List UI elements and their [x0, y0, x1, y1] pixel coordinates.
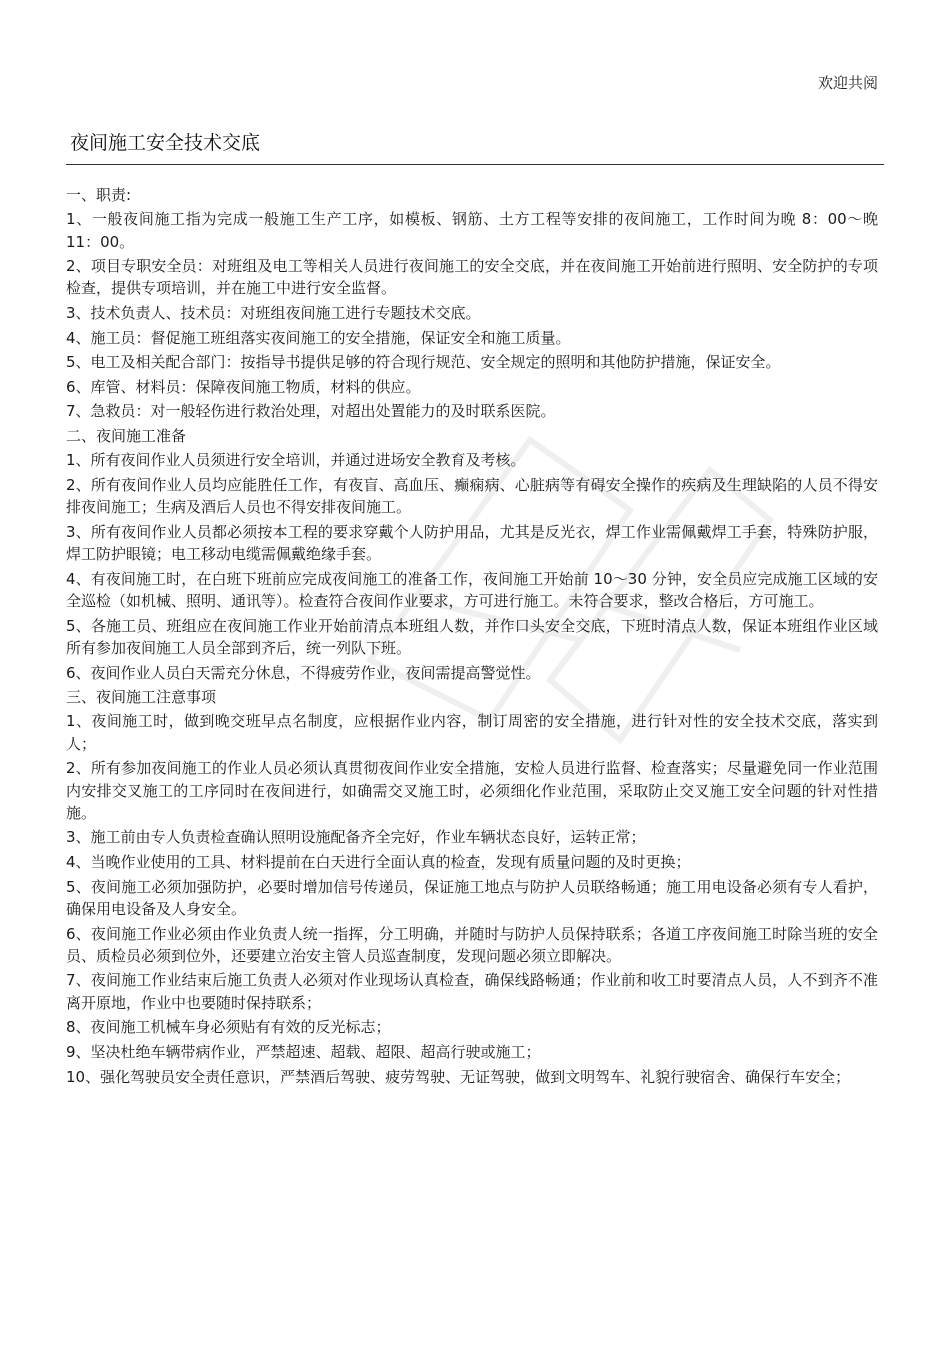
list-item: 3、施工前由专人负责检查确认照明设施配备齐全完好，作业车辆状态良好，运转正常； — [66, 828, 646, 847]
list-item: 5、夜间施工必须加强防护，必要时增加信号传递员，保证施工地点与防护人员联络畅通；施工用电设备必须有专人看护，确保用电设备及人身安全。 — [66, 877, 878, 918]
list-item: 2、项目专职安全员：对班组及电工等相关人员进行夜间施工的安全交底，并在夜间施工开始前进行照明、安全防护的专项检查，提供专项培训，并在施工中进行安全监督。 — [66, 257, 878, 298]
list-item: 7、急救员：对一般轻伤进行救治处理，对超出处置能力的及时联系医院。 — [66, 402, 556, 421]
title-divider — [66, 164, 884, 165]
list-item: 1、一般夜间施工指为完成一般施工生产工序，如模板、钢筋、土方工程等安排的夜间施工，工作时间为晚 8：00～晚 11：00。 — [66, 210, 878, 251]
list-item: 6、夜间施工作业必须由作业负责人统一指挥，分工明确，并随时与防护人员保持联系；各道工序夜间施工时除当班的安全员、质检员必须到位外，还要建立治安主管人员巡查制度，发现问题必须立即解决。 — [66, 924, 878, 965]
list-item: 6、库管、材料员：保障夜间施工物质，材料的供应。 — [66, 377, 421, 396]
list-item: 9、坚决杜绝车辆带病作业，严禁超速、超载、超限、超高行驶或施工； — [66, 1042, 541, 1061]
list-item: 2、所有夜间作业人员均应能胜任工作，有夜盲、高血压、癫痫病、心脏病等有碍安全操作的疾病及生理缺陷的人员不得安排夜间施工；生病及酒后人员也不得安排夜间施工。 — [66, 475, 878, 517]
list-item: 10、强化驾驶员安全责任意识，严禁酒后驾驶、疲劳驾驶、无证驾驶，做到文明驾车、礼貌行驶宿舍、确保行车安全； — [66, 1067, 851, 1086]
list-item: 4、当晚作业使用的工具、材料提前在白天进行全面认真的检查，发现有质量问题的及时更换； — [66, 853, 691, 872]
list-item: 1、夜间施工时，做到晚交班早点名制度，应根据作业内容，制订周密的安全措施，进行针对性的安全技术交底，落实到人； — [66, 712, 878, 753]
list-item: 1、所有夜间作业人员须进行安全培训，并通过进场安全教育及考核。 — [66, 451, 526, 470]
document-title: 夜间施工安全技术交底 — [70, 132, 261, 154]
list-item: 4、施工员：督促施工班组落实夜间施工的安全措施，保证安全和施工质量。 — [66, 328, 571, 347]
header-note: 欢迎共阅 — [817, 74, 878, 92]
list-item: 4、有夜间施工时，在白班下班前应完成夜间施工的准备工作，夜间施工开始前 10～30 分钟，安全员应完成施工区域的安全巡检（如机械、照明、通讯等）。检查符合夜间作业要求，方可进行施工。未符合要求，整改合格后，方可施工。 — [66, 569, 878, 611]
list-item: 3、所有夜间作业人员都必须按本工程的要求穿戴个人防护用品，尤其是反光衣，焊工作业需佩戴焊工手套，特殊防护服，焊工防护眼镜；电工移动电缆需佩戴绝缘手套。 — [66, 522, 878, 564]
list-item: 8、夜间施工机械车身必须贴有有效的反光标志； — [66, 1018, 391, 1037]
list-item: 5、电工及相关配合部门：按指导书提供足够的符合现行规范、安全规定的照明和其他防护措施，保证安全。 — [66, 353, 781, 372]
section-heading: 二、夜间施工准备 — [66, 427, 187, 446]
list-item: 7、夜间施工作业结束后施工负责人必须对作业现场认真检查，确保线路畅通；作业前和收工时要清点人员，人不到齐不准离开原地，作业中也要随时保持联系； — [66, 971, 878, 1012]
list-item: 3、技术负责人、技术员：对班组夜间施工进行专题技术交底。 — [66, 304, 481, 323]
section-heading: 三、夜间施工注意事项 — [66, 688, 217, 707]
list-item: 2、所有参加夜间施工的作业人员必须认真贯彻夜间作业安全措施，安检人员进行监督、检查落实；尽量避免同一作业范围内安排交叉施工的工序同时在夜间进行，如确需交叉施工时，必须细化作业范围，采取防止交叉施工安全问题的针对性措施。 — [66, 759, 878, 822]
section-heading: 一、职责: — [66, 186, 132, 204]
list-item: 5、各施工员、班组应在夜间施工作业开始前清点本班组人数，并作口头安全交底，下班时清点人数，保证本班组作业区域所有参加夜间施工人员全部到齐后，统一列队下班。 — [66, 616, 878, 657]
list-item: 6、夜间作业人员白天需充分休息，不得疲劳作业，夜间需提高警觉性。 — [66, 663, 541, 682]
document-body — [66, 184, 878, 1090]
